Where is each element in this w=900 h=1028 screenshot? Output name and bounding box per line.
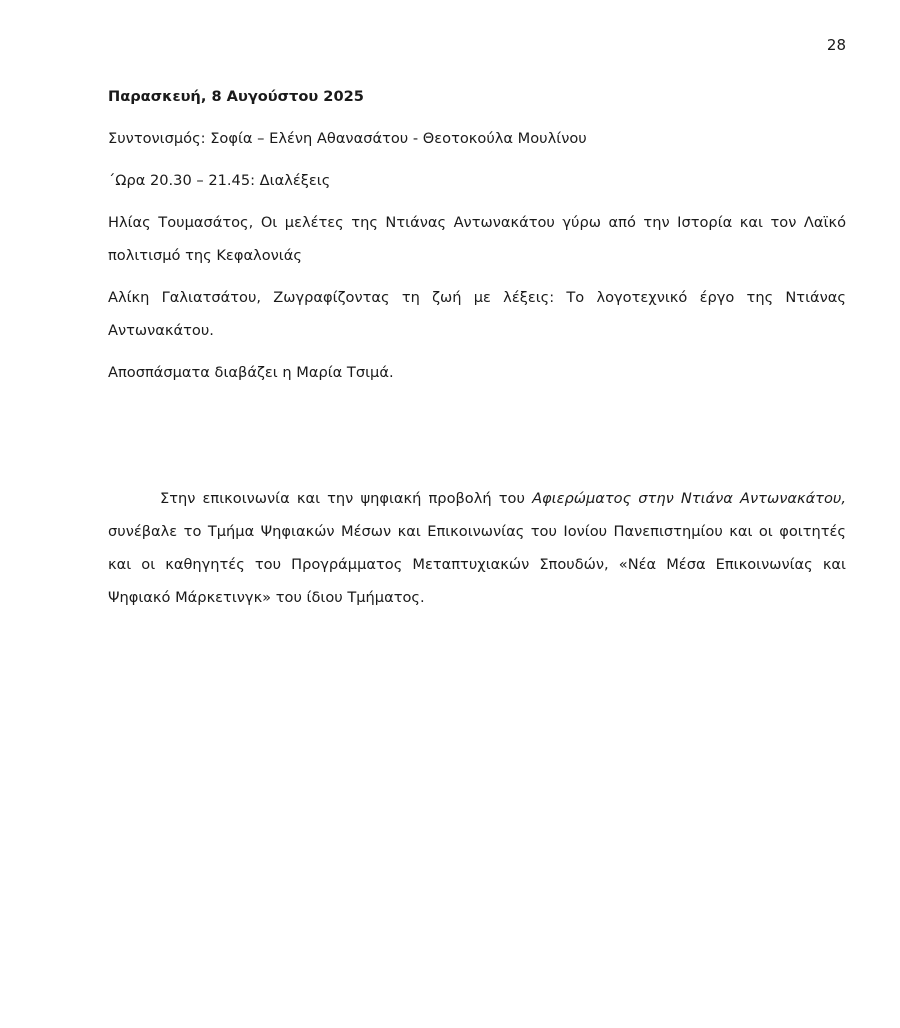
date-heading: Παρασκευή, 8 Αυγούστου 2025 bbox=[108, 88, 364, 105]
section-spacer bbox=[108, 398, 846, 482]
acknowledgement-title: Αφιερώματος στην Ντιάνα Αντωνακάτου, bbox=[532, 490, 846, 507]
page-content bbox=[108, 80, 846, 623]
acknowledgement-lead: Στην επικοινωνία και την ψηφιακή προβολή του bbox=[160, 490, 533, 507]
acknowledgement-rest: συνέβαλε το Τμήμα Ψηφιακών Μέσων και Επικοινωνίας του Ιονίου Πανεπιστημίου και οι φοιτητές και οι καθηγητές του Προγράμματος Μεταπτυχιακών Σπουδών, «Νέα Μέσα Επικοινωνίας και Ψηφιακό Μάρκετινγκ» του ίδιου Τμήματος. bbox=[108, 523, 846, 606]
talk-2: Αλίκη Γαλιατσάτου, Ζωγραφίζοντας τη ζωή με λέξεις: Το λογοτεχνικό έργο της Ντιάνας Αντωνακάτου. bbox=[108, 289, 846, 339]
coordination-line: Συντονισμός: Σοφία – Ελένη Αθανασάτου - Θεοτοκούλα Μουλίνου bbox=[108, 130, 587, 147]
time-slot-line: ΄Ωρα 20.30 – 21.45: Διαλέξεις bbox=[108, 172, 331, 189]
reading-line: Αποσπάσματα διαβάζει η Μαρία Τσιμά. bbox=[108, 364, 394, 381]
acknowledgement-paragraph bbox=[108, 482, 846, 614]
page-number: 28 bbox=[826, 36, 846, 54]
talk-1: Ηλίας Τουμασάτος, Οι μελέτες της Ντιάνας Αντωνακάτου γύρω από την Ιστορία και τον Λαϊκό πολιτισμό της Κεφαλονιάς bbox=[108, 214, 846, 264]
